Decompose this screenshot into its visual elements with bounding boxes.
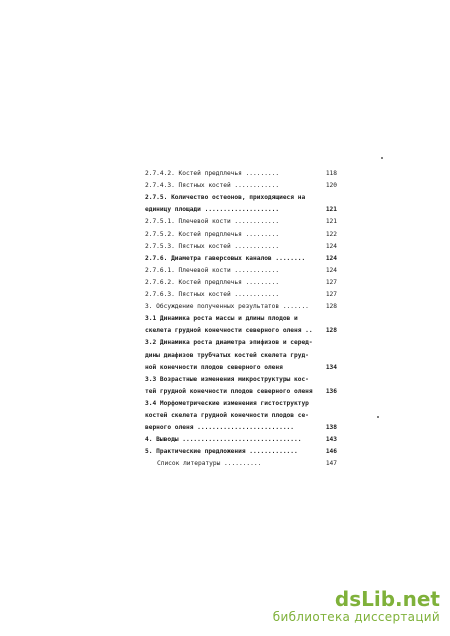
toc-page-number: 127 <box>325 291 337 298</box>
toc-line <box>145 301 337 312</box>
toc-page-number: 128 <box>325 303 337 311</box>
toc-line <box>145 362 337 373</box>
toc-line <box>145 325 337 336</box>
toc-text: верного оленя .......................... <box>145 424 295 432</box>
toc-text: Список литературы .......... <box>157 460 262 468</box>
toc-text: ной конечности плодов северного оленя <box>145 363 283 371</box>
toc-text: 5. Практические предложения ............. <box>145 448 298 456</box>
toc-line <box>145 337 337 348</box>
toc-text: 3. Обсуждение полученных результатов ....... <box>145 303 309 311</box>
toc-page-number: 118 <box>325 170 337 177</box>
toc-line <box>145 265 337 276</box>
toc-text: 3.2 Динамика роста диаметра эпифизов и серед- <box>145 339 313 347</box>
toc-text: 2.7.5.3. Пястных костей ............ <box>145 242 280 250</box>
toc-page-number: 121 <box>325 218 337 226</box>
toc-page-number: 127 <box>325 278 337 286</box>
toc-line <box>145 386 337 397</box>
toc-text: 2.7.6.1. Плечевой кости ............ <box>145 266 280 274</box>
toc-text: 2.7.6.3. Пястных костей ............ <box>145 291 280 298</box>
toc-page-number: 121 <box>325 206 337 214</box>
toc-line <box>145 350 337 361</box>
toc-text: 2.7.6.2. Костей предплечья ......... <box>145 278 280 286</box>
toc-text: 2.7.5.2. Костей предплечья ......... <box>145 230 280 238</box>
toc-text: тей грудной конечности плодов северного оленя <box>145 387 313 395</box>
toc-page-number: 124 <box>325 266 337 274</box>
toc-text: 3.1 Динамика роста массы и длины плодов и <box>145 315 298 323</box>
watermark <box>273 588 440 624</box>
toc-page-number: 120 <box>325 182 337 190</box>
toc-line <box>145 289 337 300</box>
toc-page-number: 146 <box>325 448 337 456</box>
toc-line <box>145 241 337 252</box>
toc-text: костей скелета грудной конечности плодов се- <box>145 412 309 419</box>
toc-line <box>145 374 337 385</box>
toc-text: 2.7.4.2. Костей предплечья ......... <box>145 170 280 177</box>
toc-line <box>145 434 337 445</box>
toc-line <box>145 410 337 421</box>
toc-page-number: 128 <box>325 327 337 335</box>
toc-line <box>145 313 337 324</box>
toc-text: 3.4 Морфометрические изменения гистоструктур <box>145 399 309 407</box>
toc-line <box>145 229 337 240</box>
scan-speck <box>377 416 379 418</box>
toc-line <box>145 446 337 457</box>
toc-page-number: 138 <box>325 424 337 432</box>
watermark-site: dsLib.net <box>334 587 440 611</box>
toc-page-number: 124 <box>325 242 337 250</box>
toc-line <box>145 422 337 433</box>
toc-text: 2.7.5. Количество остеонов, приходящиеся на <box>145 194 306 202</box>
scan-speck <box>381 157 383 159</box>
toc-text: 3.3 Возрастные изменения микроструктуры кос- <box>145 375 309 383</box>
toc-page-number: 134 <box>325 363 337 371</box>
toc-line <box>145 168 337 179</box>
toc-page-number: 143 <box>325 436 337 444</box>
toc-text: скелета грудной конечности северного оленя .. <box>145 327 313 335</box>
toc-text: дины диафизов трубчатых костей скелета груд- <box>145 351 309 359</box>
toc-text: 2.7.5.1. Плечевой кости ............ <box>145 218 280 226</box>
toc-page-number: 147 <box>325 460 337 468</box>
toc-text: 2.7.4.3. Пястных костей ............ <box>145 182 280 190</box>
toc-line <box>145 277 337 288</box>
toc-line <box>145 253 337 264</box>
toc-line <box>145 204 337 215</box>
toc-line <box>145 192 337 203</box>
toc-page-number: 122 <box>325 230 337 238</box>
toc-line <box>145 458 337 469</box>
toc-text: 4. Выводы ................................ <box>145 436 302 444</box>
watermark-tagline: библиотека диссертаций <box>272 610 440 624</box>
toc-page-number: 124 <box>325 254 337 262</box>
toc-line <box>145 398 337 409</box>
toc-text: единицу площади .................... <box>145 206 280 214</box>
toc-line <box>145 180 337 191</box>
toc-line <box>145 216 337 227</box>
toc-text: 2.7.6. Диаметра гаверсовых каналов ........ <box>145 254 306 262</box>
toc-page-number: 136 <box>325 387 337 395</box>
